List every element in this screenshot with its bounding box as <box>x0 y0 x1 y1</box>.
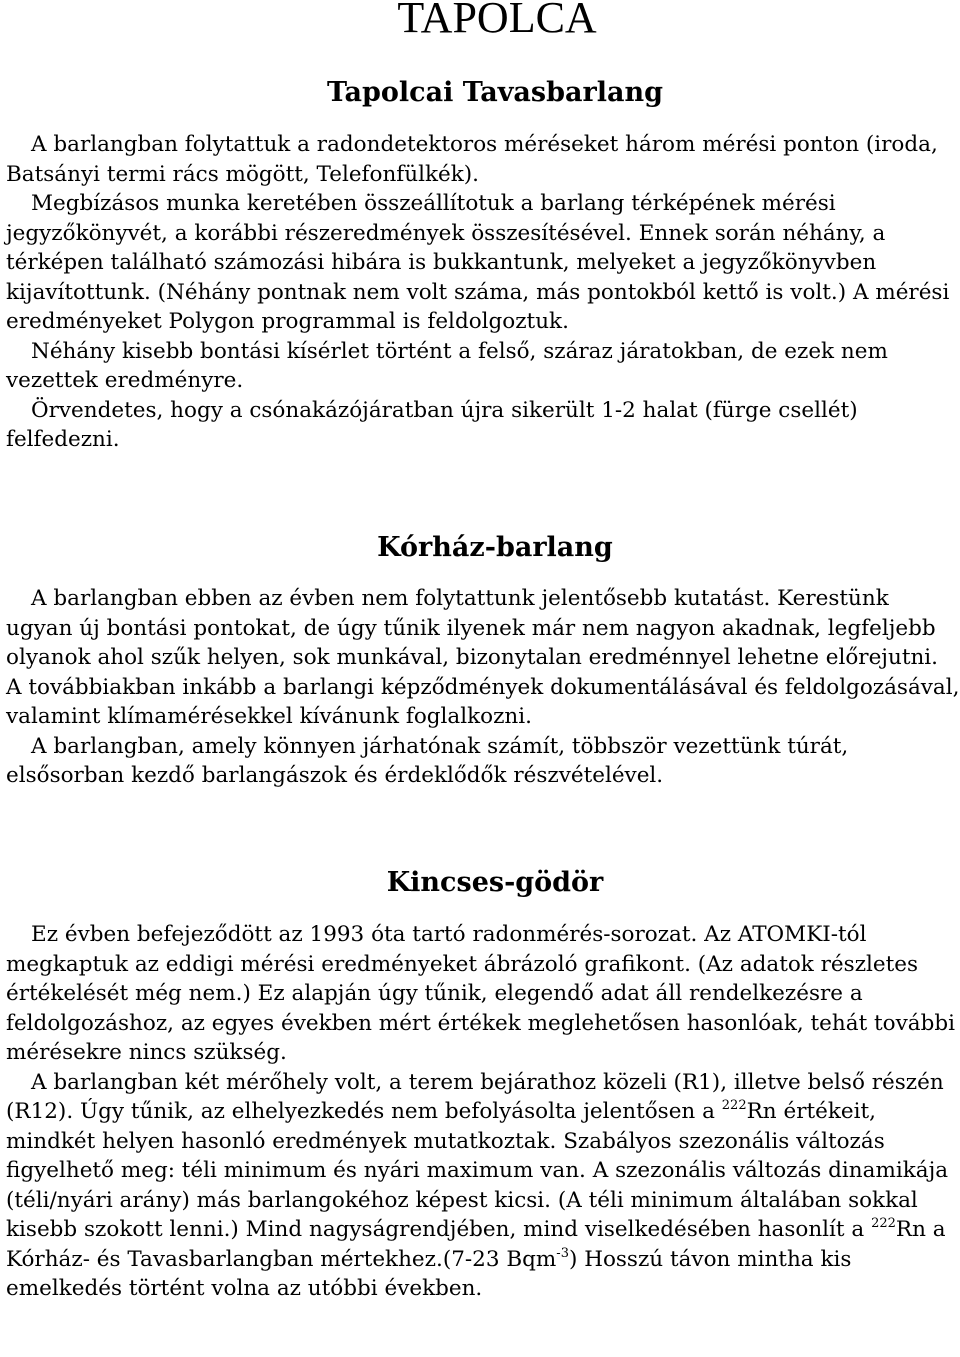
section-heading-korhaz-barlang: Kórház-barlang <box>377 532 613 563</box>
section-heading-kincses-godor: Kincses-gödör <box>386 867 604 898</box>
paragraph: Megbízásos munka keretében összeállítotuk a barlang térképének mérési jegyzőkönyvét, a korábbi részeredmények összesítésével. Ennek során néhány, a térképen található számozási hibára is bukkantunk, melyeket a jegyzőkönyvben kijavítottunk. (Néhány pontnak nem volt száma, más pontokból kettő is volt.) A mérési eredményeket Polygon programmal is feldolgoztuk. <box>6 191 950 334</box>
unit-exponent: -3 <box>556 1245 569 1261</box>
section-body-kincses-godor <box>6 920 960 1304</box>
paragraph: A barlangban ebben az évben nem folytattunk jelentősebb kutatást. Kerestünk ugyan új bontási pontokat, de úgy tűnik ilyenek már nem nagyon akadnak, legfeljebb olyanok ahol szűk helyen, sok munkával, bizonytalan eredménnyel lehetne előrejutni. A továbbiakban inkább a barlangi képződmények dokumentálásával és feldolgozásával, valamint klímamérésekkel kívánunk foglalkozni. <box>6 586 960 729</box>
text-run: ) Hosszú távon mintha kis emelkedés történt volna az utóbbi években. <box>6 1246 852 1301</box>
text-run: Rn értékeit, mindkét helyen hasonló eredmények mutatkoztak. Szabályos szezonális változás figyelhető meg: téli minimum és nyári maximum van. A szezonális változás dinamikája (téli/nyári arány) más barlangokéhoz képest kicsi. (A téli minimum általában sokkal kisebb szokott lenni.) Mind nagyságrendjében, mind viselkedésében hasonlít a <box>6 1099 949 1242</box>
document-title: TAPOLCA <box>397 0 597 42</box>
paragraph: Örvendetes, hogy a csónakázójáratban újra sikerült 1-2 halat (fürge csellét) felfedezni. <box>6 397 858 452</box>
isotope-mass-number: 222 <box>721 1098 747 1113</box>
text-run: A barlangban két mérőhely volt, a terem bejárathoz közeli (R1), illetve belső részén (R12). Úgy tűnik, az elhelyezkedés nem befolyásolta jelentősen a <box>6 1069 944 1124</box>
section-heading-tavasbarlang: Tapolcai Tavasbarlang <box>327 77 663 108</box>
section-body-korhaz-barlang <box>6 584 960 791</box>
text-run: Rn a Kórház- és Tavasbarlangban mértekhez.(7-23 Bqm <box>6 1217 946 1272</box>
paragraph: Ez évben befejeződött az 1993 óta tartó radonmérés-sorozat. Az ATOMKI-tól megkaptuk az eddigi mérési eredményeket ábrázoló grafikont. (Az adatok részletes értékelését még nem.) Ez alapján úgy tűnik, elegendő adat áll rendelkezésre a feldolgozáshoz, az egyes években mért értékek meglehetősen hasonlóak, tehát további mérésekre nincs szükség. <box>6 922 955 1065</box>
isotope-mass-number: 222 <box>871 1216 896 1231</box>
paragraph: A barlangban folytattuk a radondetektoros méréseket három mérési ponton (iroda, Batsányi termi rács mögött, Telefonfülkék). <box>6 132 938 187</box>
paragraph-radon-results <box>6 1068 960 1304</box>
paragraph: A barlangban, amely könnyen járhatónak számít, többször vezettünk túrát, elsősorban kezdő barlangászok és érdeklődők részvételével. <box>6 733 849 788</box>
paragraph: Néhány kisebb bontási kísérlet történt a felső, száraz járatokban, de ezek nem vezettek eredményre. <box>6 338 888 393</box>
section-body-tavasbarlang <box>6 130 960 455</box>
